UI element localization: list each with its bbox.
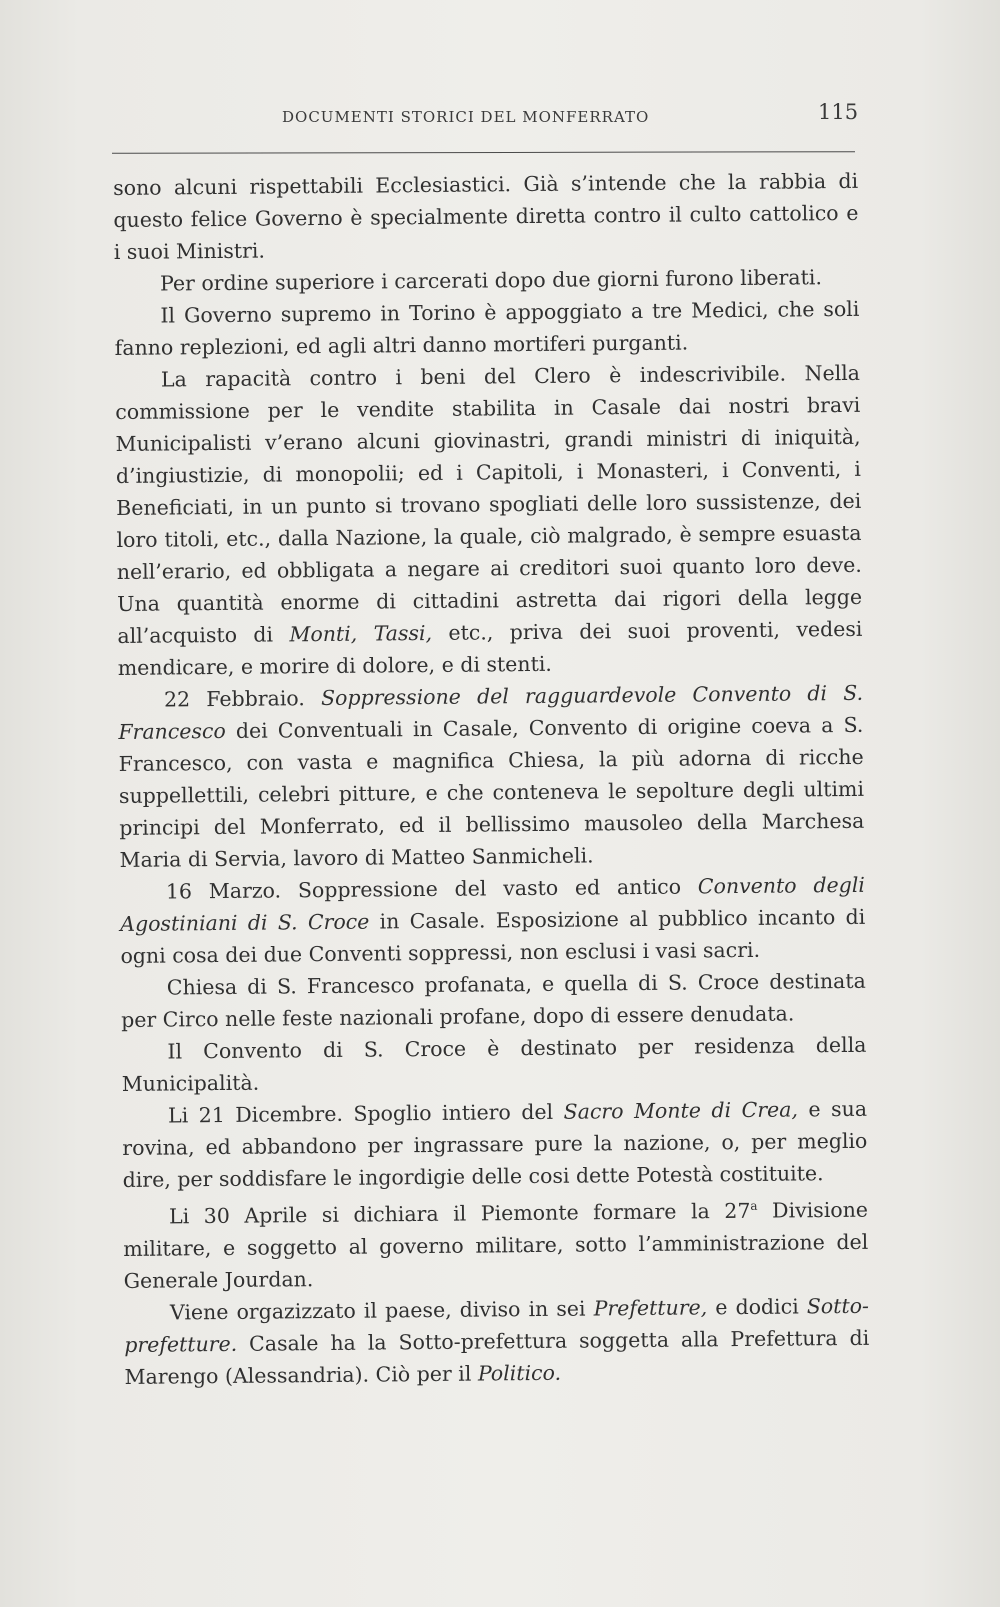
text-segment: Li 30 Aprile si dichiara il Piemonte formare la 27 [168,1198,751,1229]
paragraph [122,1093,868,1196]
text-segment: Li 21 Dicembre. Spoglio intiero del [167,1099,564,1128]
text-segment: La rapacità contro i beni del Clero è indescrivibile. Nella commissione per le vendite stabilita in Casale dai nostri bravi Municipalisti v’erano alcuni giovinastri, grandi ministri di iniquità, d’ingiustizie, di monopolii; ed i Capitoli, i Monasteri, i Conventi, i Beneficiati, in un punto si trovano spogliati delle loro sussistenze, dei loro titoli, etc., dalla Nazione, la quale, ciò malgrado, è sempre esuasta nell’erario, ed obbligata a negare ai creditori suoi quanto loro deve. Una quantità enorme di cittadini astretta dai rigori della legge all’acquisto di [115,360,863,648]
paragraph [113,165,859,268]
text-segment: Il Governo supremo in Torino è appoggiato a tre Medici, che soli fanno replezioni, ed agli altri danno mortiferi purganti. [114,296,860,360]
text-segment: dei Conventuali in Casale, Convento di origine coeva a S. Francesco, con vasta e magnifica Chiesa, la più adorna di ricche suppellettili, celebri pitture, e che conteneva le sepolture degli ultimi principi del Monferrato, ed il bellissimo mausoleo della Marchesa Maria di Servia, lavoro di Matteo Sanmicheli. [118,712,865,872]
paragraph [118,677,865,876]
italic-text: Sotto-prefetture. [124,1293,870,1357]
paragraph [115,357,863,684]
paragraph [114,293,860,364]
header-rule [112,151,855,154]
text-segment: Viene orgazizzato il paese, diviso in sei [169,1296,594,1325]
text-segment: 22 Febbraio. [163,686,322,712]
page-number: 115 [818,100,859,124]
text-segment: Chiesa di S. Francesco profanata, e quella di S. Croce destinata per Circo nelle feste nazionali profane, dopo di essere denudata. [121,968,866,1032]
body-text [113,165,870,1393]
text-segment: Divisione militare, e soggetto al governo militare, sotto l’amministrazione del Generale Jourdan. [123,1197,869,1293]
text-segment: Il Convento di S. Croce è destinato per residenza della Municipalità. [121,1032,867,1096]
paragraph [120,869,866,972]
running-head-title: DOCUMENTI STORICI DEL MONFERRATO [282,108,650,126]
paragraph [121,965,867,1036]
text-segment: Per ordine superiore i carcerati dopo due giorni furono liberati. [159,265,823,296]
text-segment: etc., priva dei suoi proventi, vedesi mendicare, e morire di dolore, e di stenti. [117,616,863,680]
text-segment: in Casale. Esposizione al pubblico incanto di ogni cosa dei due Conventi soppressi, non esclusi i vasi sacri. [120,904,866,968]
paragraph [124,1290,870,1393]
text-segment: 16 Marzo. Soppressione del vasto ed antico [165,874,698,904]
italic-text: Sacro Monte di Crea, [563,1097,799,1124]
italic-text: Convento degli Agostiniani di S. Croce [120,872,866,936]
superscript-text: a [750,1198,758,1213]
italic-text: Politico. [477,1360,562,1386]
text-segment: Casale ha la Sotto-prefettura soggetta alla Prefettura di Marengo (Alessandria). Ciò per il [124,1325,870,1389]
italic-text: Soppressione del ragguardevole Convento di S. Francesco [118,680,864,744]
italic-text: Prefetture, [593,1295,708,1321]
italic-text: Monti, Tassi, [289,620,433,647]
text-segment: sono alcuni rispettabili Ecclesiastici. Già s’intende che la rabbia di questo felice Governo è specialmente diretta contro il culto cattolico e i suoi Ministri. [113,168,859,264]
paragraph [121,1029,867,1100]
text-segment: e dodici [707,1294,807,1320]
paragraph [123,1189,869,1297]
text-segment: e sua rovina, ed abbandono per ingrassare pure la nazione, o, per meglio dire, per soddisfare le ingordigie delle cosi dette Potestà costituite. [122,1096,868,1192]
